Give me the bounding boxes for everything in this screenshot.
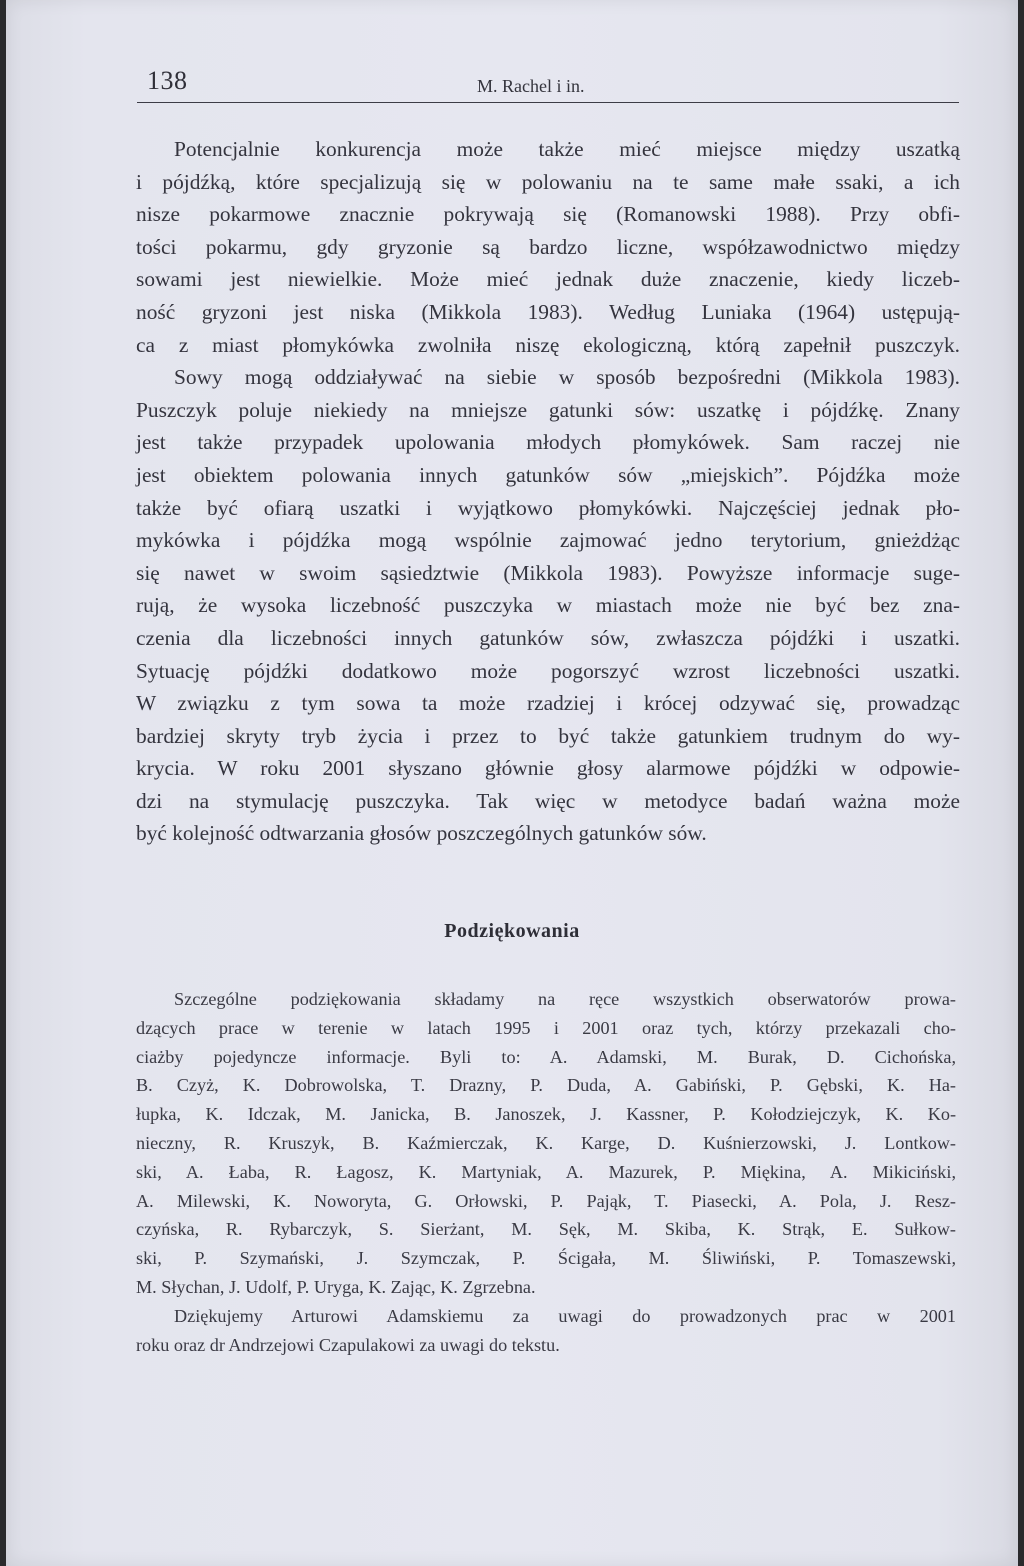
- text-line: czenia dla liczebności innych gatunków sów, zwłaszcza pójdźki i uszatki.: [136, 625, 960, 650]
- main-text: [136, 133, 960, 850]
- ack-line: Szczególne podziękowania składamy na ręce wszystkich obserwatorów prowa-: [174, 989, 956, 1009]
- text-line: Potencjalnie konkurencja może także mieć miejsce między uszatką: [174, 137, 960, 161]
- text-line: dzi na stymulację puszczyka. Tak więc w metodyce badań ważna może: [136, 788, 960, 813]
- text-line: jest także przypadek upolowania młodych płomykówek. Sam raczej nie: [136, 430, 960, 455]
- running-head: M. Rachel i in.: [477, 76, 585, 96]
- document-page: [6, 0, 1018, 1566]
- text-line: się nawet w swoim sąsiedztwie (Mikkola 1983). Powyższe informacje suge-: [136, 560, 960, 585]
- text-line: tości pokarmu, gdy gryzonie są bardzo liczne, współzawodnictwo między: [136, 234, 960, 259]
- page-header: [137, 66, 959, 103]
- text-line: Sowy mogą oddziaływać na siebie w sposób bezpośredni (Mikkola 1983).: [174, 365, 960, 390]
- ack-line: roku oraz dr Andrzejowi Czapulakowi za uwagi do tekstu.: [136, 1334, 560, 1355]
- text-line: i pójdźką, które specjalizują się w polowaniu na te same małe ssaki, a ich: [136, 169, 960, 194]
- ack-line: M. Słychan, J. Udolf, P. Uryga, K. Zając, K. Zgrzebna.: [136, 1276, 536, 1297]
- ack-line: ciażby pojedyncze informacje. Byli to: A. Adamski, M. Burak, D. Cichońska,: [136, 1046, 956, 1067]
- ack-line: nieczny, R. Kruszyk, B. Kaźmierczak, K. Karge, D. Kuśnierzowski, J. Lontkow-: [136, 1132, 956, 1153]
- text-line: być kolejność odtwarzania głosów poszczególnych gatunków sów.: [136, 821, 707, 846]
- text-line: bardziej skryty tryb życia i przez to być także gatunkiem trudnym do wy-: [136, 723, 960, 748]
- text-line: nisze pokarmowe znacznie pokrywają się (Romanowski 1988). Przy obfi-: [136, 202, 960, 227]
- text-line: ca z miast płomykówka zwolniła niszę ekologiczną, którą zapełnił puszczyk.: [136, 332, 960, 357]
- text-line: Sytuację pójdźki dodatkowo może pogorszyć wzrost liczebności uszatki.: [136, 658, 960, 683]
- ack-line: czyńska, R. Rybarczyk, S. Sierżant, M. Sęk, M. Skiba, K. Strąk, E. Sułkow-: [136, 1219, 956, 1240]
- text-line: W związku z tym sowa ta może rzadziej i krócej odzywać się, prowadząc: [136, 691, 960, 716]
- text-line: jest obiektem polowania innych gatunków sów „miejskich”. Pójdźka może: [136, 462, 960, 487]
- text-line: także być ofiarą uszatki i wyjątkowo płomykówki. Najczęściej jednak pło-: [136, 495, 960, 520]
- section-heading: Podziękowania: [444, 920, 580, 942]
- ack-line: ski, A. Łaba, R. Łagosz, K. Martyniak, A. Mazurek, P. Miękina, A. Mikiciński,: [136, 1161, 956, 1182]
- text-line: rują, że wysoka liczebność puszczyka w miastach może nie być bez zna-: [136, 593, 960, 618]
- ack-line: dzących prace w terenie w latach 1995 i 2001 oraz tych, którzy przekazali cho-: [136, 1017, 956, 1038]
- acknowledgements-text: [136, 985, 956, 1359]
- ack-line: A. Milewski, K. Noworyta, G. Orłowski, P. Pająk, T. Piasecki, A. Pola, J. Resz-: [136, 1190, 956, 1211]
- ack-line: ski, P. Szymański, J. Szymczak, P. Ścigała, M. Śliwiński, P. Tomaszewski,: [136, 1248, 956, 1269]
- text-line: ność gryzoni jest niska (Mikkola 1983). Według Luniaka (1964) ustępują-: [136, 299, 960, 324]
- text-line: mykówka i pójdźka mogą wspólnie zajmować jedno terytorium, gnieżdżąc: [136, 528, 960, 553]
- ack-line: łupka, K. Idczak, M. Janicka, B. Janoszek, J. Kassner, P. Kołodziejczyk, K. Ko-: [136, 1104, 956, 1125]
- ack-line: Dziękujemy Arturowi Adamskiemu za uwagi do prowadzonych prac w 2001: [174, 1305, 956, 1326]
- ack-line: B. Czyż, K. Dobrowolska, T. Drazny, P. Duda, A. Gabiński, P. Gębski, K. Ha-: [136, 1075, 956, 1096]
- text-line: Puszczyk poluje niekiedy na mniejsze gatunki sów: uszatkę i pójdźkę. Znany: [136, 397, 960, 422]
- text-line: krycia. W roku 2001 słyszano głównie głosy alarmowe pójdźki w odpowie-: [136, 756, 960, 781]
- page-number: 138: [147, 66, 188, 95]
- text-line: sowami jest niewielkie. Może mieć jednak duże znaczenie, kiedy liczeb-: [136, 267, 960, 292]
